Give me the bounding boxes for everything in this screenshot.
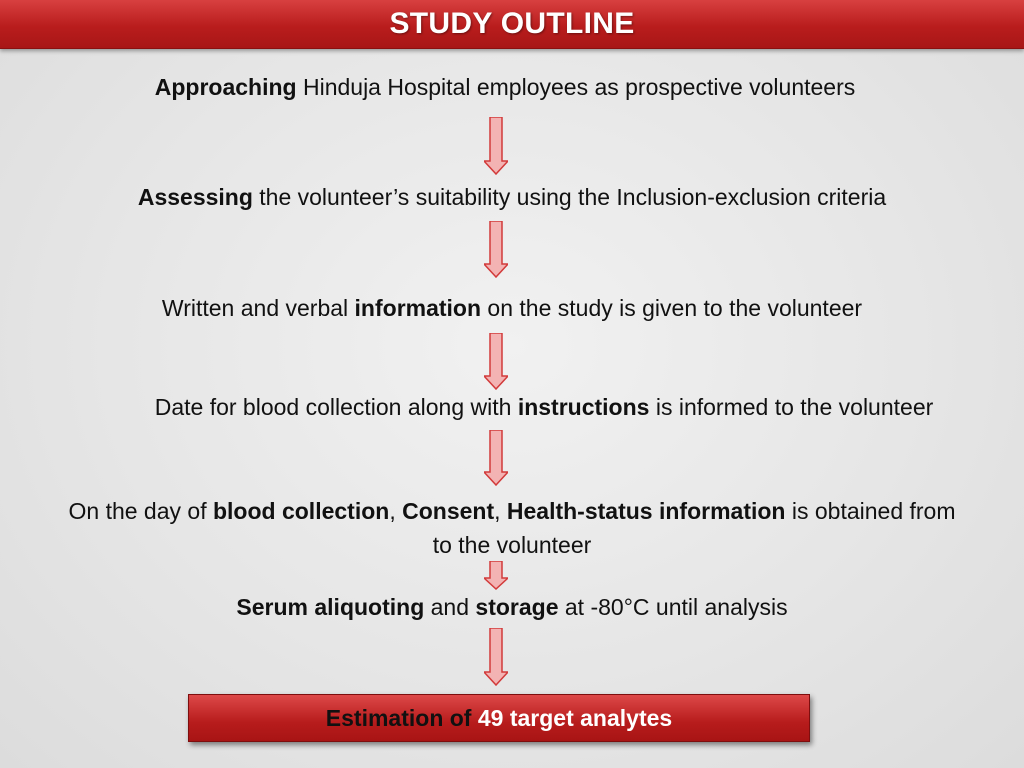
step-6-keyword-serum-aliquoting: Serum aliquoting bbox=[236, 594, 425, 620]
step-3-text: on the study is given to the volunteer bbox=[481, 295, 863, 321]
down-arrow-icon bbox=[484, 117, 508, 175]
step-2-keyword: Assessing bbox=[137, 184, 253, 210]
step-2-text: the volunteer’s suitability using the Inclusion-exclusion criteria bbox=[252, 184, 887, 210]
step-2 bbox=[0, 180, 1024, 214]
page-title: STUDY OUTLINE bbox=[389, 7, 635, 40]
step-3-text-pre: Written and verbal bbox=[161, 295, 355, 321]
step-6 bbox=[0, 590, 1024, 624]
step-1-text: Hinduja Hospital employees as prospective volunteers bbox=[296, 74, 856, 100]
step-5-keyword-consent: Consent bbox=[402, 498, 495, 524]
down-arrow-icon bbox=[484, 430, 508, 486]
step-6-text-mid: and bbox=[424, 594, 476, 620]
down-arrow-icon bbox=[484, 221, 508, 278]
step-4-text-pre: Date for blood collection along with bbox=[154, 394, 518, 420]
step-4 bbox=[32, 390, 1024, 424]
final-text-highlight: 49 target analytes bbox=[477, 704, 673, 731]
step-4-keyword: instructions bbox=[517, 394, 650, 420]
step-6-keyword-storage: storage bbox=[475, 594, 559, 620]
step-5-text-post: is obtained from bbox=[785, 498, 956, 524]
step-5-separator: , bbox=[494, 498, 507, 524]
final-outcome-box bbox=[188, 694, 810, 742]
step-1-keyword: Approaching bbox=[154, 74, 297, 100]
title-banner bbox=[0, 0, 1024, 49]
step-5-line-2: to the volunteer bbox=[432, 532, 592, 558]
down-arrow-icon bbox=[484, 561, 508, 590]
step-5 bbox=[0, 494, 1024, 562]
down-arrow-icon bbox=[484, 333, 508, 390]
step-1 bbox=[0, 70, 1017, 104]
step-5-keyword-blood-collection: blood collection bbox=[212, 498, 390, 524]
step-4-text: is informed to the volunteer bbox=[649, 394, 934, 420]
step-5-line-1 bbox=[0, 494, 1024, 528]
step-3-keyword: information bbox=[354, 295, 482, 321]
step-6-text-post: at -80°C until analysis bbox=[558, 594, 788, 620]
step-5-text-pre: On the day of bbox=[68, 498, 213, 524]
final-text-prefix: Estimation of bbox=[325, 704, 478, 731]
step-3 bbox=[0, 291, 1024, 325]
step-5-keyword-health-status: Health-status information bbox=[506, 498, 786, 524]
step-5-separator: , bbox=[389, 498, 403, 524]
down-arrow-icon bbox=[484, 628, 508, 686]
